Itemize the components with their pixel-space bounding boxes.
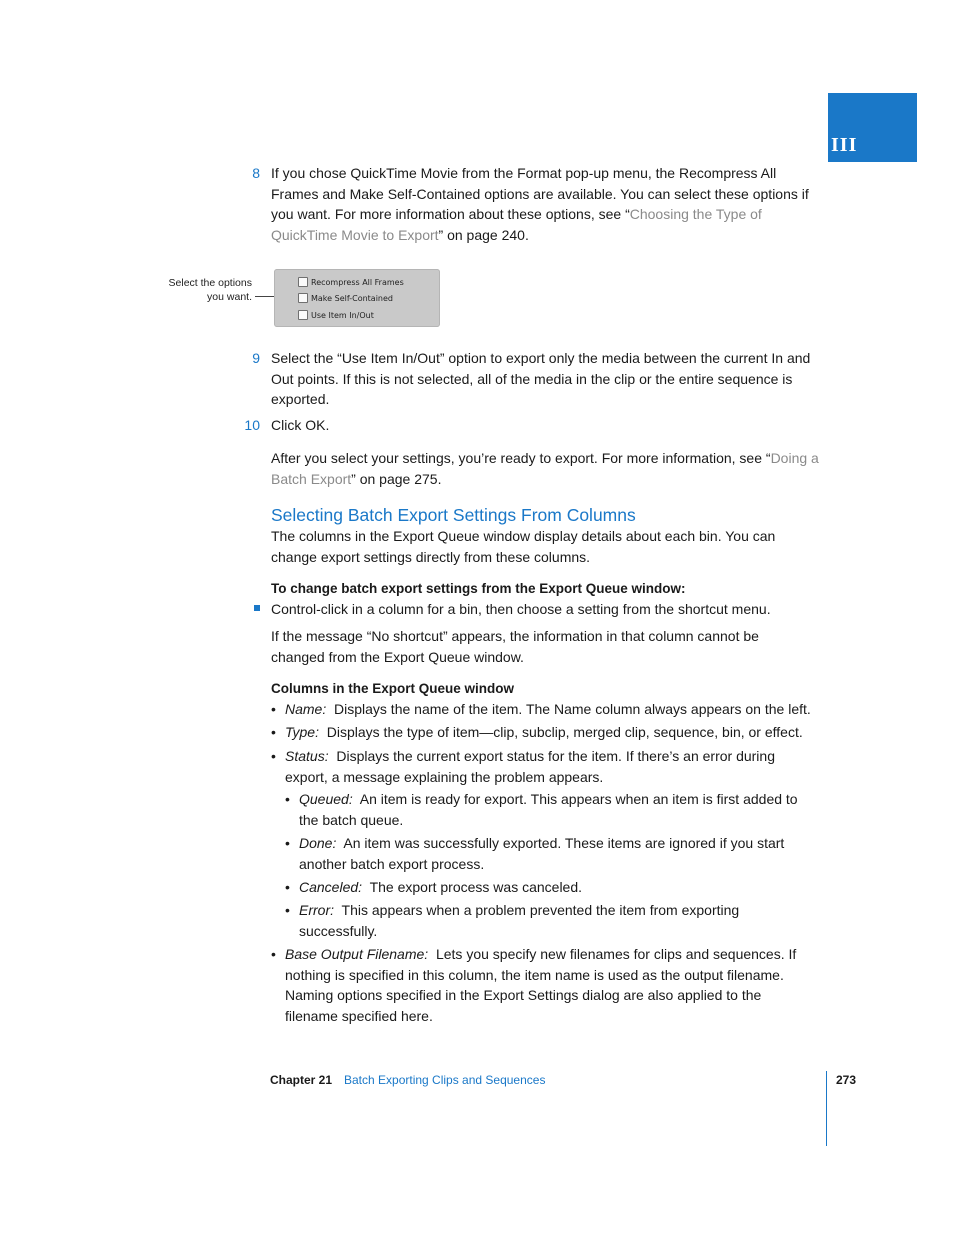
bullet-term: Error: xyxy=(299,902,334,918)
checkbox[interactable] xyxy=(298,310,308,320)
bullet-text: Displays the type of item—clip, subclip, merged clip, sequence, bin, or effect. xyxy=(326,724,803,740)
bullet-term: Canceled: xyxy=(299,879,363,895)
checkbox[interactable] xyxy=(298,277,308,287)
task-note: If the message “No shortcut” appears, the information in that column cannot be changed from the Export Queue window. xyxy=(271,628,759,665)
option-label: Use Item In/Out xyxy=(311,310,374,320)
step-number: 10 xyxy=(244,417,260,433)
bullet-text: An item is ready for export. This appears when an item is first added to the batch queue. xyxy=(299,791,798,828)
footer-chapter-title[interactable]: Batch Exporting Clips and Sequences xyxy=(344,1073,546,1087)
task-step: Control-click in a column for a bin, then choose a setting from the shortcut menu. xyxy=(271,601,771,617)
section-heading: Selecting Batch Export Settings From Columns xyxy=(271,505,636,525)
export-options-panel xyxy=(274,269,440,327)
option-label: Make Self-Contained xyxy=(311,293,393,303)
step-9-text: Select the “Use Item In/Out” option to export only the media between the current In and Out points. If this is not selected, all of the media in the clip or the entire sequence is exported. xyxy=(271,350,811,407)
step-8-body: If you chose QuickTime Movie from the Format pop-up menu, the Recompress All Frames and Make Self-Contained options are available. You can select these options if you want. For more information about these options, see “ xyxy=(271,165,809,222)
page-number: 273 xyxy=(836,1073,857,1087)
bullet-dot: • xyxy=(271,701,276,717)
square-bullet-icon xyxy=(254,605,260,611)
link-choosing-type[interactable]: Choosing the Type of QuickTime Movie to Export xyxy=(271,206,762,243)
bullet-name xyxy=(285,699,825,720)
bullet-dot: • xyxy=(271,724,276,740)
after-body: After you select your settings, you’re ready to export. For more information, see “ xyxy=(271,450,771,466)
bullet-type xyxy=(285,722,825,743)
bullet-term: Name: xyxy=(285,701,327,717)
step-8-tail: ” on page 240. xyxy=(438,226,529,243)
bullet-dot: • xyxy=(271,946,276,962)
task-label: To change batch export settings from the Export Queue window: xyxy=(271,581,686,596)
after-paragraph xyxy=(271,448,823,489)
option-label: Recompress All Frames xyxy=(311,277,404,287)
section-intro: The columns in the Export Queue window display details about each bin. You can change export settings directly from these columns. xyxy=(271,528,776,565)
after-tail: ” on page 275. xyxy=(351,470,442,487)
bullet-dot: • xyxy=(271,748,276,764)
part-numeral: III xyxy=(831,134,858,156)
bullet-dot: • xyxy=(285,791,290,807)
bullet-status xyxy=(285,746,810,787)
bullet-term: Base Output Filename: xyxy=(285,946,429,962)
bullet-text: Displays the name of the item. The Name column always appears on the left. xyxy=(334,701,811,717)
bullet-text: Displays the current export status for the item. If there’s an error during export, a message explaining the problem appears. xyxy=(285,748,775,785)
footer-divider xyxy=(826,1071,827,1146)
figure-callout: Select the options you want. xyxy=(168,277,252,303)
bullet-dot: • xyxy=(285,902,290,918)
checkbox[interactable] xyxy=(298,293,308,303)
bullet-dot: • xyxy=(285,835,290,851)
footer-chapter: Chapter 21 xyxy=(270,1073,333,1087)
bullet-term: Queued: xyxy=(299,791,353,807)
bullet-dot: • xyxy=(285,879,290,895)
bullet-text: This appears when a problem prevented the item from exporting successfully. xyxy=(299,902,740,939)
bullet-error xyxy=(299,900,769,941)
bullet-term: Done: xyxy=(299,835,337,851)
option-self-contained[interactable] xyxy=(298,291,393,305)
step-number: 9 xyxy=(252,350,260,366)
step-number: 8 xyxy=(252,165,260,181)
bullet-canceled xyxy=(299,877,799,898)
part-tab xyxy=(828,93,917,162)
bullet-text: An item was successfully exported. These items are ignored if you start another batch export process. xyxy=(299,835,785,872)
bullet-text: The export process was canceled. xyxy=(369,879,583,895)
bullet-queued xyxy=(299,789,814,830)
step-8-text xyxy=(271,163,821,245)
bullet-term: Type: xyxy=(285,724,319,740)
option-use-item-in-out[interactable] xyxy=(298,308,374,322)
bullet-base-output xyxy=(285,944,810,1026)
columns-label: Columns in the Export Queue window xyxy=(271,681,515,696)
option-recompress[interactable] xyxy=(298,275,404,289)
bullet-text: Lets you specify new filenames for clips and sequences. If nothing is specified in this column, the item name is used as the output filename. Naming options specified in the Export Settings dialog are also applied to the filename specified here. xyxy=(285,946,797,1024)
link-doing-batch-export[interactable]: Doing a Batch Export xyxy=(271,450,819,487)
bullet-done xyxy=(299,833,799,874)
bullet-term: Status: xyxy=(285,748,329,764)
step-10-text: Click OK. xyxy=(271,417,330,433)
